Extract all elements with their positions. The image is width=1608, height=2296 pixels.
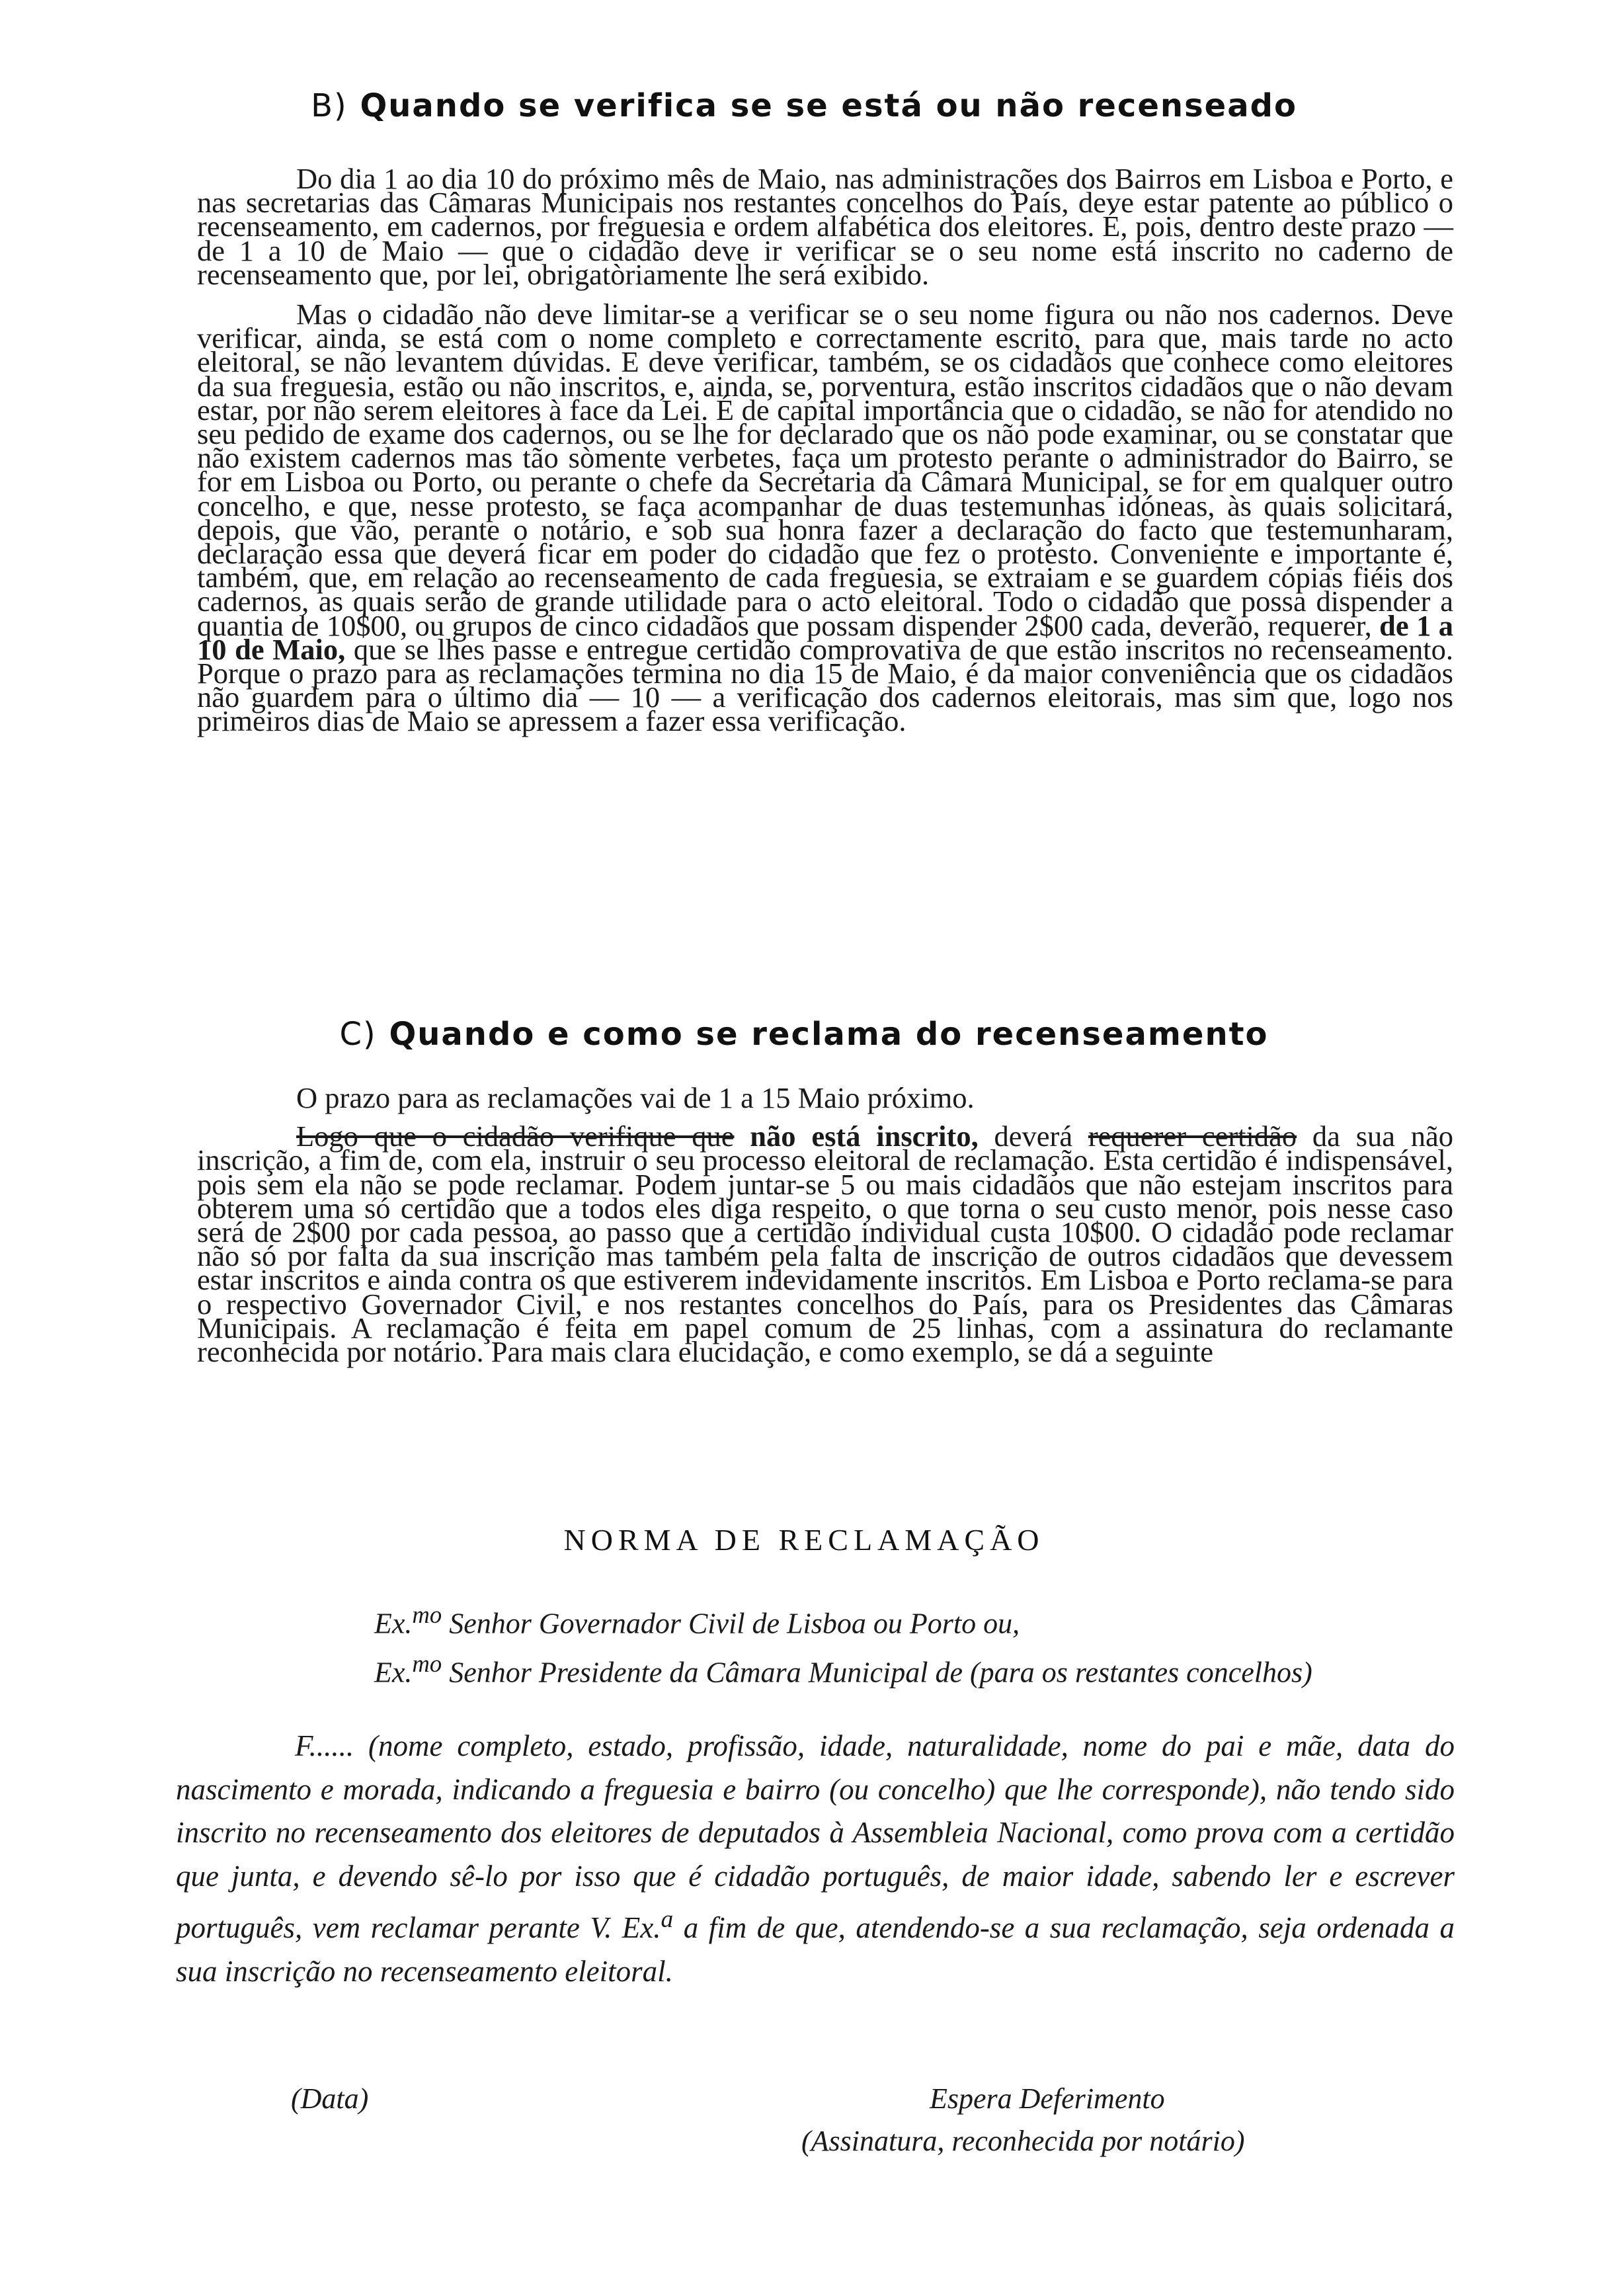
section-b-title: Quando se verifica se se está ou não recenseado: [360, 87, 1297, 124]
section-b-paragraph-2-end: que se lhes passe e entregue certidão comprovativa de que estão inscritos no recenseamento. Porque o prazo para as reclamações termina no dia 15 de Maio, é da maior conveniência que os cidadãos não guardem para o último dia — 10 — a verificação dos cadernos eleitorais, mas sim que, logo nos primeiros dias de Maio se apressem a fazer essa verificação.: [197, 632, 1453, 738]
address-1-superscript: mo: [412, 1601, 442, 1628]
form-paragraph: [176, 1725, 1455, 1993]
address-2-text: Senhor Presidente da Câmara Municipal de (para os restantes concelhos): [442, 1656, 1312, 1689]
form-text-b: a fim de que, atendendo-se a sua reclamação, seja ordenada a sua inscrição no recenseamento eleitoral.: [176, 1911, 1455, 1988]
section-b-body: [197, 162, 1454, 738]
address-1-text: Senhor Governador Civil de Lisboa ou Porto ou,: [442, 1607, 1020, 1640]
address-2-superscript: mo: [412, 1650, 442, 1677]
section-c-deverá: deverá: [994, 1120, 1073, 1153]
address-1-prefix: Ex.: [374, 1607, 413, 1640]
signature-line: (Assinatura, reconhecida por notário): [801, 2125, 1245, 2157]
section-b-letter: B): [311, 87, 348, 124]
reclamation-form-text: [176, 1725, 1455, 1993]
form-text-a: F...... (nome completo, estado, profissão, idade, naturalidade, nome do pai e mãe, data do nascimento e morada, indicando a freguesia e bairro (ou concelho) que lhe corresponde), não tendo sido inscrito no recenseamento dos eleitores de deputados à Assembleia Nacional, como prova com a certidão que junta, e devendo sê-lo por isso que é cidadão português, de maior idade, sabendo ler e escrever português, vem reclamar perante V. Ex.: [176, 1729, 1455, 1944]
section-c-body: [197, 1081, 1454, 1369]
section-b-bold-dates: de 1 a 10 de Maio,: [197, 608, 1454, 666]
section-b-heading: [0, 87, 1608, 124]
norma-title: NORMA DE RECLAMAÇÃO: [563, 1523, 1045, 1557]
section-c-title: Quando e como se reclama do recenseamento: [389, 1016, 1269, 1053]
section-b-paragraph-1: Do dia 1 ao dia 10 do próximo mês de Maio, nas administrações dos Bairros em Lisboa e Porto, e nas secretarias das Câmaras Municipais nos restantes concelhos do País, deve estar patente ao público o recenseamento, em cadernos, por freguesia e ordem alfabética dos eleitores. É, pois, dentro deste prazo — de 1 a 10 de Maio — que o cidadão deve ir verificar se o seu nome está inscrito no caderno de recenseamento que, por lei, obrigatòriamente lhe será exibido.: [197, 162, 1453, 291]
section-c-heading: [0, 1016, 1608, 1053]
section-b-paragraph-2-text: Mas o cidadão não deve limitar-se a verificar se o seu nome figura ou não nos cadernos. Deve verificar, ainda, se está com o nome completo e correctamente escrito, para que, mais tarde no acto eleitoral, se não levantem dúvidas. E deve verificar, também, se os cidadãos que conhece como eleitores da sua freguesia, estão ou não inscritos, e, ainda, se, porventura, estão inscritos cidadãos que o não devam estar, por não serem eleitores à face da Lei. É de capital importância que o cidadão, se não for atendido no seu pedido de exame dos cadernos, ou se lhe for declarado que os não pode examinar, ou se constatar que não existem cadernos mas tão sòmente verbetes, faça um protesto perante o administrador do Bairro, se for em Lisboa ou Porto, ou perante o chefe da Secretaria da Câmara Municipal, se for em qualquer outro concelho, e que, nesse protesto, se faça acompanhar de duas testemunhas idóneas, às quais solicitará, depois, que vão, perante o notário, e sob sua honra fazer a declaração do facto que testemunharam, declaração essa que deverá ficar em poder do cidadão que fez o protesto. Conveniente e importante é, também, que, em relação ao recenseamento de cada freguesia, se extraiam e se guardem cópias fiéis dos cadernos, as quais serão de grande utilidade para o acto eleitoral. Todo o cidadão que possa dispender a quantia de 10$00, ou grupos de cinco cidadãos que possam dispender 2$00 cada, deverão, requerer,: [197, 298, 1453, 642]
espera-deferimento: Espera Deferimento: [930, 2082, 1165, 2115]
address-2-prefix: Ex.: [374, 1656, 413, 1689]
section-c-paragraph-2-rest: da sua não inscrição, a fim de, com ela, instruir o seu processo eleitoral de reclamação. Esta certidão é indispensável, pois sem ela não se pode reclamar. Podem juntar-se 5 ou mais cidadãos que não estejam inscritos para obterem uma só certidão que a todos eles diga respeito, o que torna o seu custo menor, pois nesse caso será de 2$00 por cada pessoa, ao passo que a certidão individual custa 10$00. O cidadão pode reclamar não só por falta da sua inscrição mas também pela falta de inscrição de outros cidadãos que devessem estar inscritos e ainda contra os que estiverem indevidamente inscritos. Em Lisboa e Porto reclama-se para o respectivo Governador Civil, e nos restantes concelhos do País, para os Presidentes das Câmaras Municipais. A reclamação é feita em papel comum de 25 linhas, com a assinatura do reclamante reconhecida por notário. Para mais clara elucidação, e como exemplo, se dá a seguinte: [197, 1120, 1454, 1369]
address-line-1: [374, 1600, 1020, 1641]
struck-text-2: requerer certidão: [1088, 1120, 1297, 1153]
struck-text-1: Logo que o cidadão verifique que: [296, 1120, 735, 1153]
section-c-paragraph-2: [197, 1120, 1454, 1369]
form-superscript: a: [661, 1906, 674, 1933]
address-line-2: [374, 1649, 1312, 1690]
section-c-letter: C): [339, 1016, 377, 1053]
date-placeholder: (Data): [291, 2082, 369, 2115]
section-b-paragraph-2: [197, 298, 1454, 738]
section-c-bold: não está inscrito,: [750, 1120, 979, 1153]
section-c-paragraph-1: O prazo para as reclamações vai de 1 a 15 Maio próximo.: [296, 1081, 975, 1114]
